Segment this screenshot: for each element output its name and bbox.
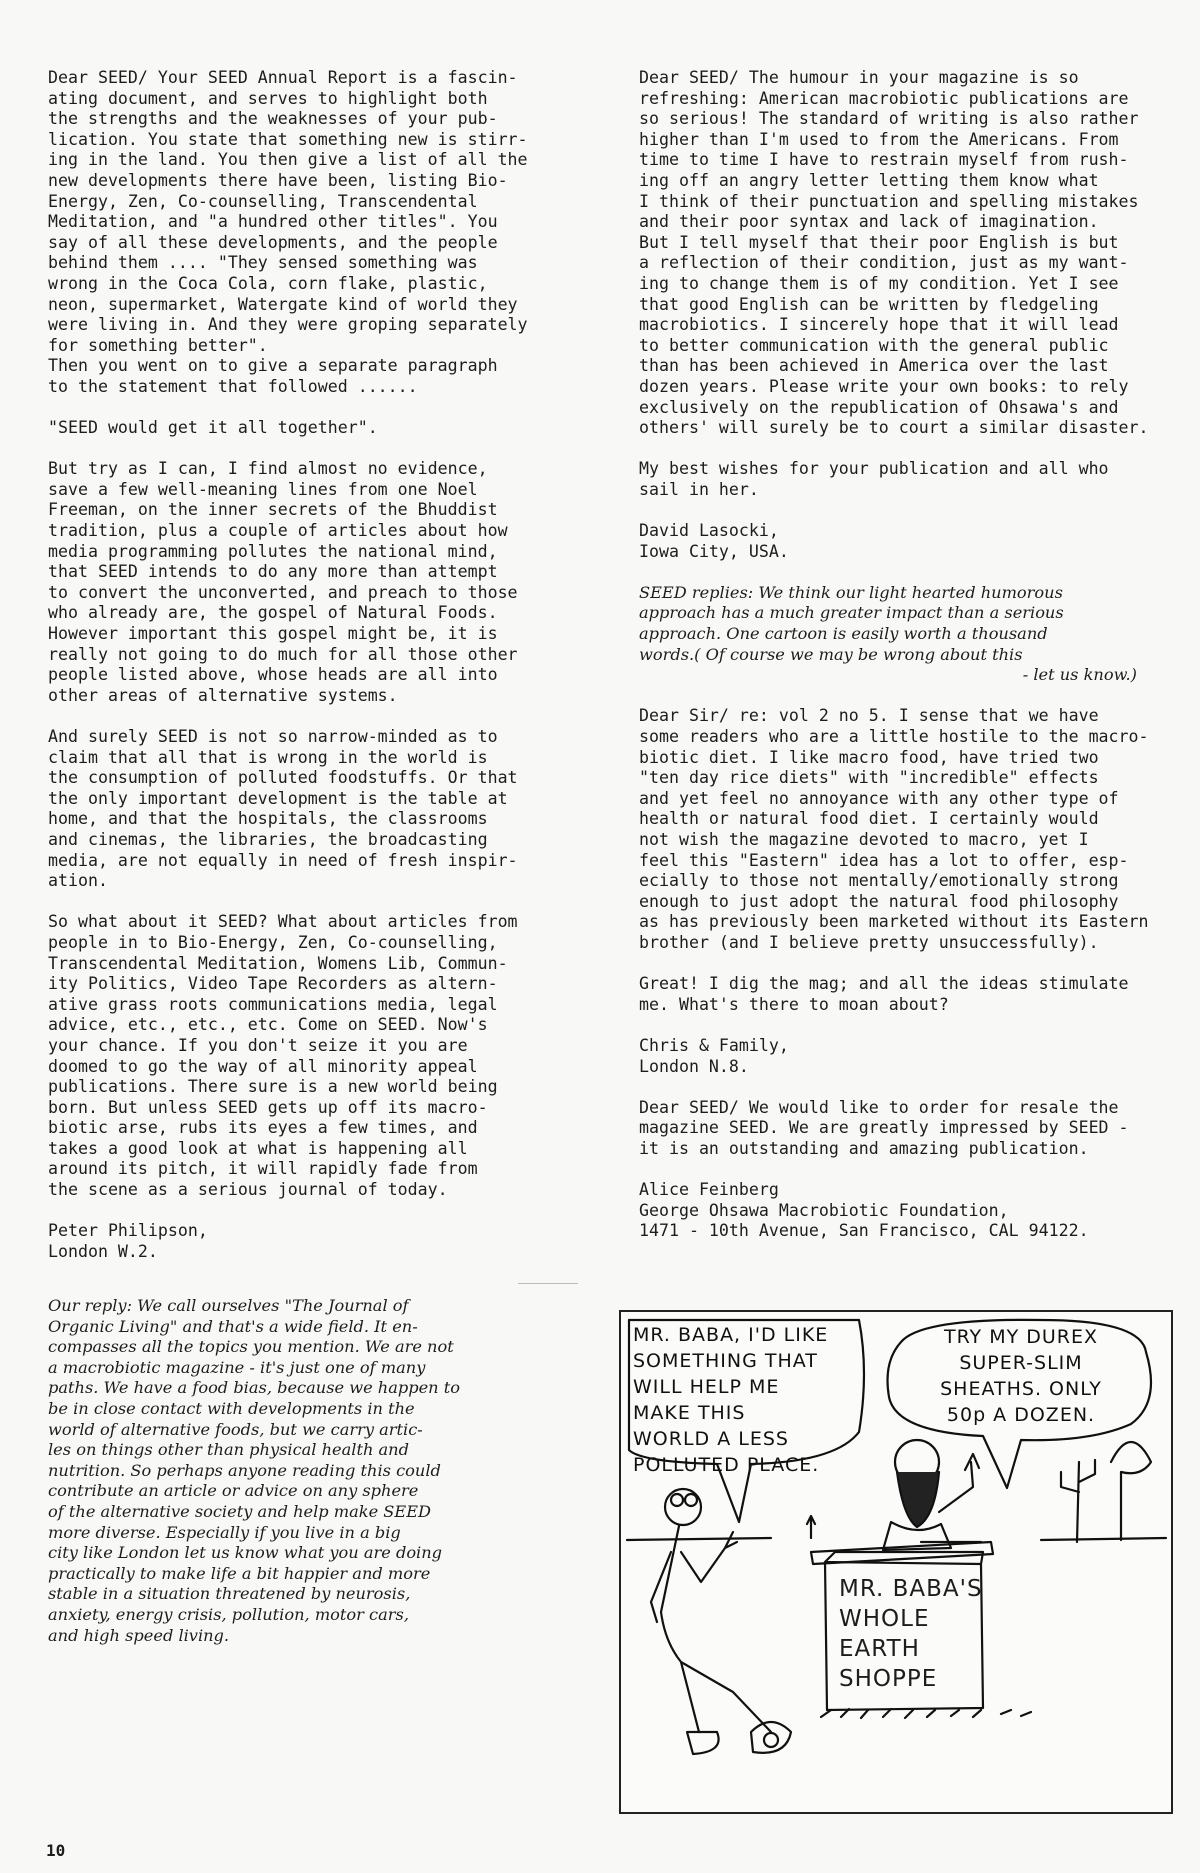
letter-chris-signature: Chris & Family, London N.8.: [639, 1035, 789, 1076]
customer-shoe-back: [687, 1732, 719, 1754]
letter-chris-body: Dear Sir/ re: vol 2 no 5. I sense that we have some readers who are a little hostile to the macro- biotic diet. I like macro food, have tried two "ten day rice diets" with "incredible" effects and yet feel no annoyance with any other type of health or natural food diet. I certainly would not wish the magazine devoted to macro, yet I feel this "Eastern" idea has a lot to offer, esp- ecially to those not mentally/emotionally strong enough to just adopt the natural food philosophy as has previously been marketed without its Eastern brother (and I believe pretty unsuccessfully).: [639, 706, 1149, 952]
left-bubble-text: MR. BABA, I'D LIKE SOMETHING THAT WILL HELP ME MAKE THIS WORLD A LESS POLLUTED PLACE.: [633, 1324, 829, 1476]
customer-body: [661, 1526, 771, 1732]
right-bubble-text: TRY MY DUREX SUPER-SLIM SHEATHS. ONLY 50p A DOZEN.: [940, 1326, 1102, 1426]
letter-lasocki-signature: David Lasocki, Iowa City, USA.: [639, 521, 789, 561]
letter-philipson-para4: So what about it SEED? What about articles from people in to Bio-Energy, Zen, Co-counselling, Transcendental Meditation, Womens Lib, Commun- ity Politics, Video Tape Recorders as altern- ative grass roots communications media, legal advice, etc., etc., etc. Come on SEED. Now's your chance. If you don't seize it you are doomed to go the way of all minority appeal publications. There sure is a new world being born. But unless SEED gets up off its macro- biotic arse, rubs its eyes a few times, and takes a good look at what is happening all around its pitch, it will rapidly fade from the scene as a serious journal of today.: [48, 912, 518, 1200]
cactus: [1061, 1460, 1095, 1542]
customer-shoe-front: [751, 1722, 791, 1753]
letter-philipson-quote: "SEED would get it all together".: [48, 418, 378, 438]
letter-philipson-para2: But try as I can, I find almost no evidence, save a few well-meaning lines from one Noel Freeman, on the inner secrets of the Bhuddist tradition, plus a couple of articles about how media programming pollutes the national mind, that SEED intends to do any more than attempt to convert the unconverted, and preach to those who already are, the gospel of Natural Foods. However important this gospel might be, it is really not going to do much for all those other people listed above, whose heads are all into other areas of alternative systems.: [48, 459, 518, 705]
letter-philipson-signature: Peter Philipson, London W.2.: [48, 1221, 208, 1261]
letter-feinberg-signature: Alice Feinberg George Ohsawa Macrobiotic Foundation, 1471 - 10th Avenue, San Francisco, CAL 94122.: [639, 1180, 1089, 1241]
tree: [1111, 1442, 1151, 1540]
page-number: 10: [46, 1841, 66, 1860]
seed-reply-lasocki: [639, 583, 1169, 686]
left-column: [48, 68, 558, 1667]
seed-reply-lasocki-text: SEED replies: We think our light hearted humorous approach has a much greater impact than a serious approach. One cartoon is easily worth a thousand words.( Of course we may be wrong about this: [639, 582, 1064, 664]
cartoon-panel: [619, 1310, 1173, 1814]
letter-feinberg-body: Dear SEED/ We would like to order for resale the magazine SEED. We are greatly impressed by SEED - it is an outstanding and amazing publication.: [639, 1097, 1129, 1158]
baba-arm: [939, 1454, 979, 1512]
shoe-sole-mark: [764, 1733, 778, 1747]
letter-lasocki-body: Dear SEED/ The humour in your magazine is so refreshing: American macrobiotic publications are so serious! The standard of writing is also rather higher than I'm used to from the Americans. From time to time I have to restrain myself from rush- ing off an angry letter letting them know what I think of their punctuation and spelling mistakes and their poor syntax and lack of imagination. But I tell myself that their poor English is but a reflection of their condition, just as my want- ing to change them is of my condition. Yet I see that good English can be written by fledgeling macrobiotics. I sincerely hope that it will lead to better communication with the general public than has been achieved in America over the last dozen years. Please write your own books: to rely exclusively on the republication of Ohsawa's and others' will surely be to court a similar disaster.: [639, 68, 1149, 438]
customer-glasses: [671, 1494, 697, 1506]
divider: [518, 1283, 578, 1284]
right-column: [639, 68, 1169, 1262]
letter-chris-great: Great! I dig the mag; and all the ideas stimulate me. What's there to moan about?: [639, 974, 1129, 1014]
shop-sign-text: MR. BABA'S WHOLE EARTH SHOPPE: [839, 1576, 983, 1692]
letter-lasocki-wishes: My best wishes for your publication and all who sail in her.: [639, 459, 1109, 499]
seed-reply-lasocki-sign: - let us know.): [1022, 665, 1137, 685]
plant-small: [807, 1516, 815, 1538]
letter-philipson-body: Dear SEED/ Your SEED Annual Report is a fascin- ating document, and serves to highlight both the strengths and the weaknesses of your pub- lication. You state that something new is stirr- ing in the land. You then give a list of all the new developments there have been, listing Bio- Energy, Zen, Co-counselling, Transcendental Meditation, and "a hundred other titles". You say of all these developments, and the people behind them .... "They sensed something was wrong in the Coca Cola, corn flake, plastic, neon, supermarket, Watergate kind of world they were living in. And they were groping separately for something better". Then you went on to give a separate paragraph to the statement that followed ......: [48, 68, 528, 396]
customer-head: [665, 1489, 701, 1525]
baba-beard: [897, 1472, 939, 1527]
letter-philipson-para3: And surely SEED is not so narrow-minded as to claim that all that is wrong in the world is the consumption of polluted foodstuffs. Or that the only important development is the table at home, and that the hospitals, the classrooms and cinemas, the libraries, the broadcasting media, are not equally in need of fresh inspir- ation.: [48, 727, 518, 891]
horizon-line: [627, 1538, 1166, 1542]
seed-reply-philipson: Our reply: We call ourselves "The Journal of Organic Living" and that's a wide field. It en- compasses all the topics you mention. We are not a macrobiotic magazine - it's just one of many paths. We have a food bias, because we happen to be in close contact with developments in the world of alternative foods, but we carry artic- les on things other than physical health and nutrition. So perhaps anyone reading this could contribute an article or advice on any sphere of the alternative society and help make SEED more diverse. Especially if you live in a big city like London let us know what you are doing practically to make life a bit happier and more stable in a situation threatened by neurosis, anxiety, energy crisis, pollution, motor cars, and high speed living.: [48, 1296, 461, 1645]
